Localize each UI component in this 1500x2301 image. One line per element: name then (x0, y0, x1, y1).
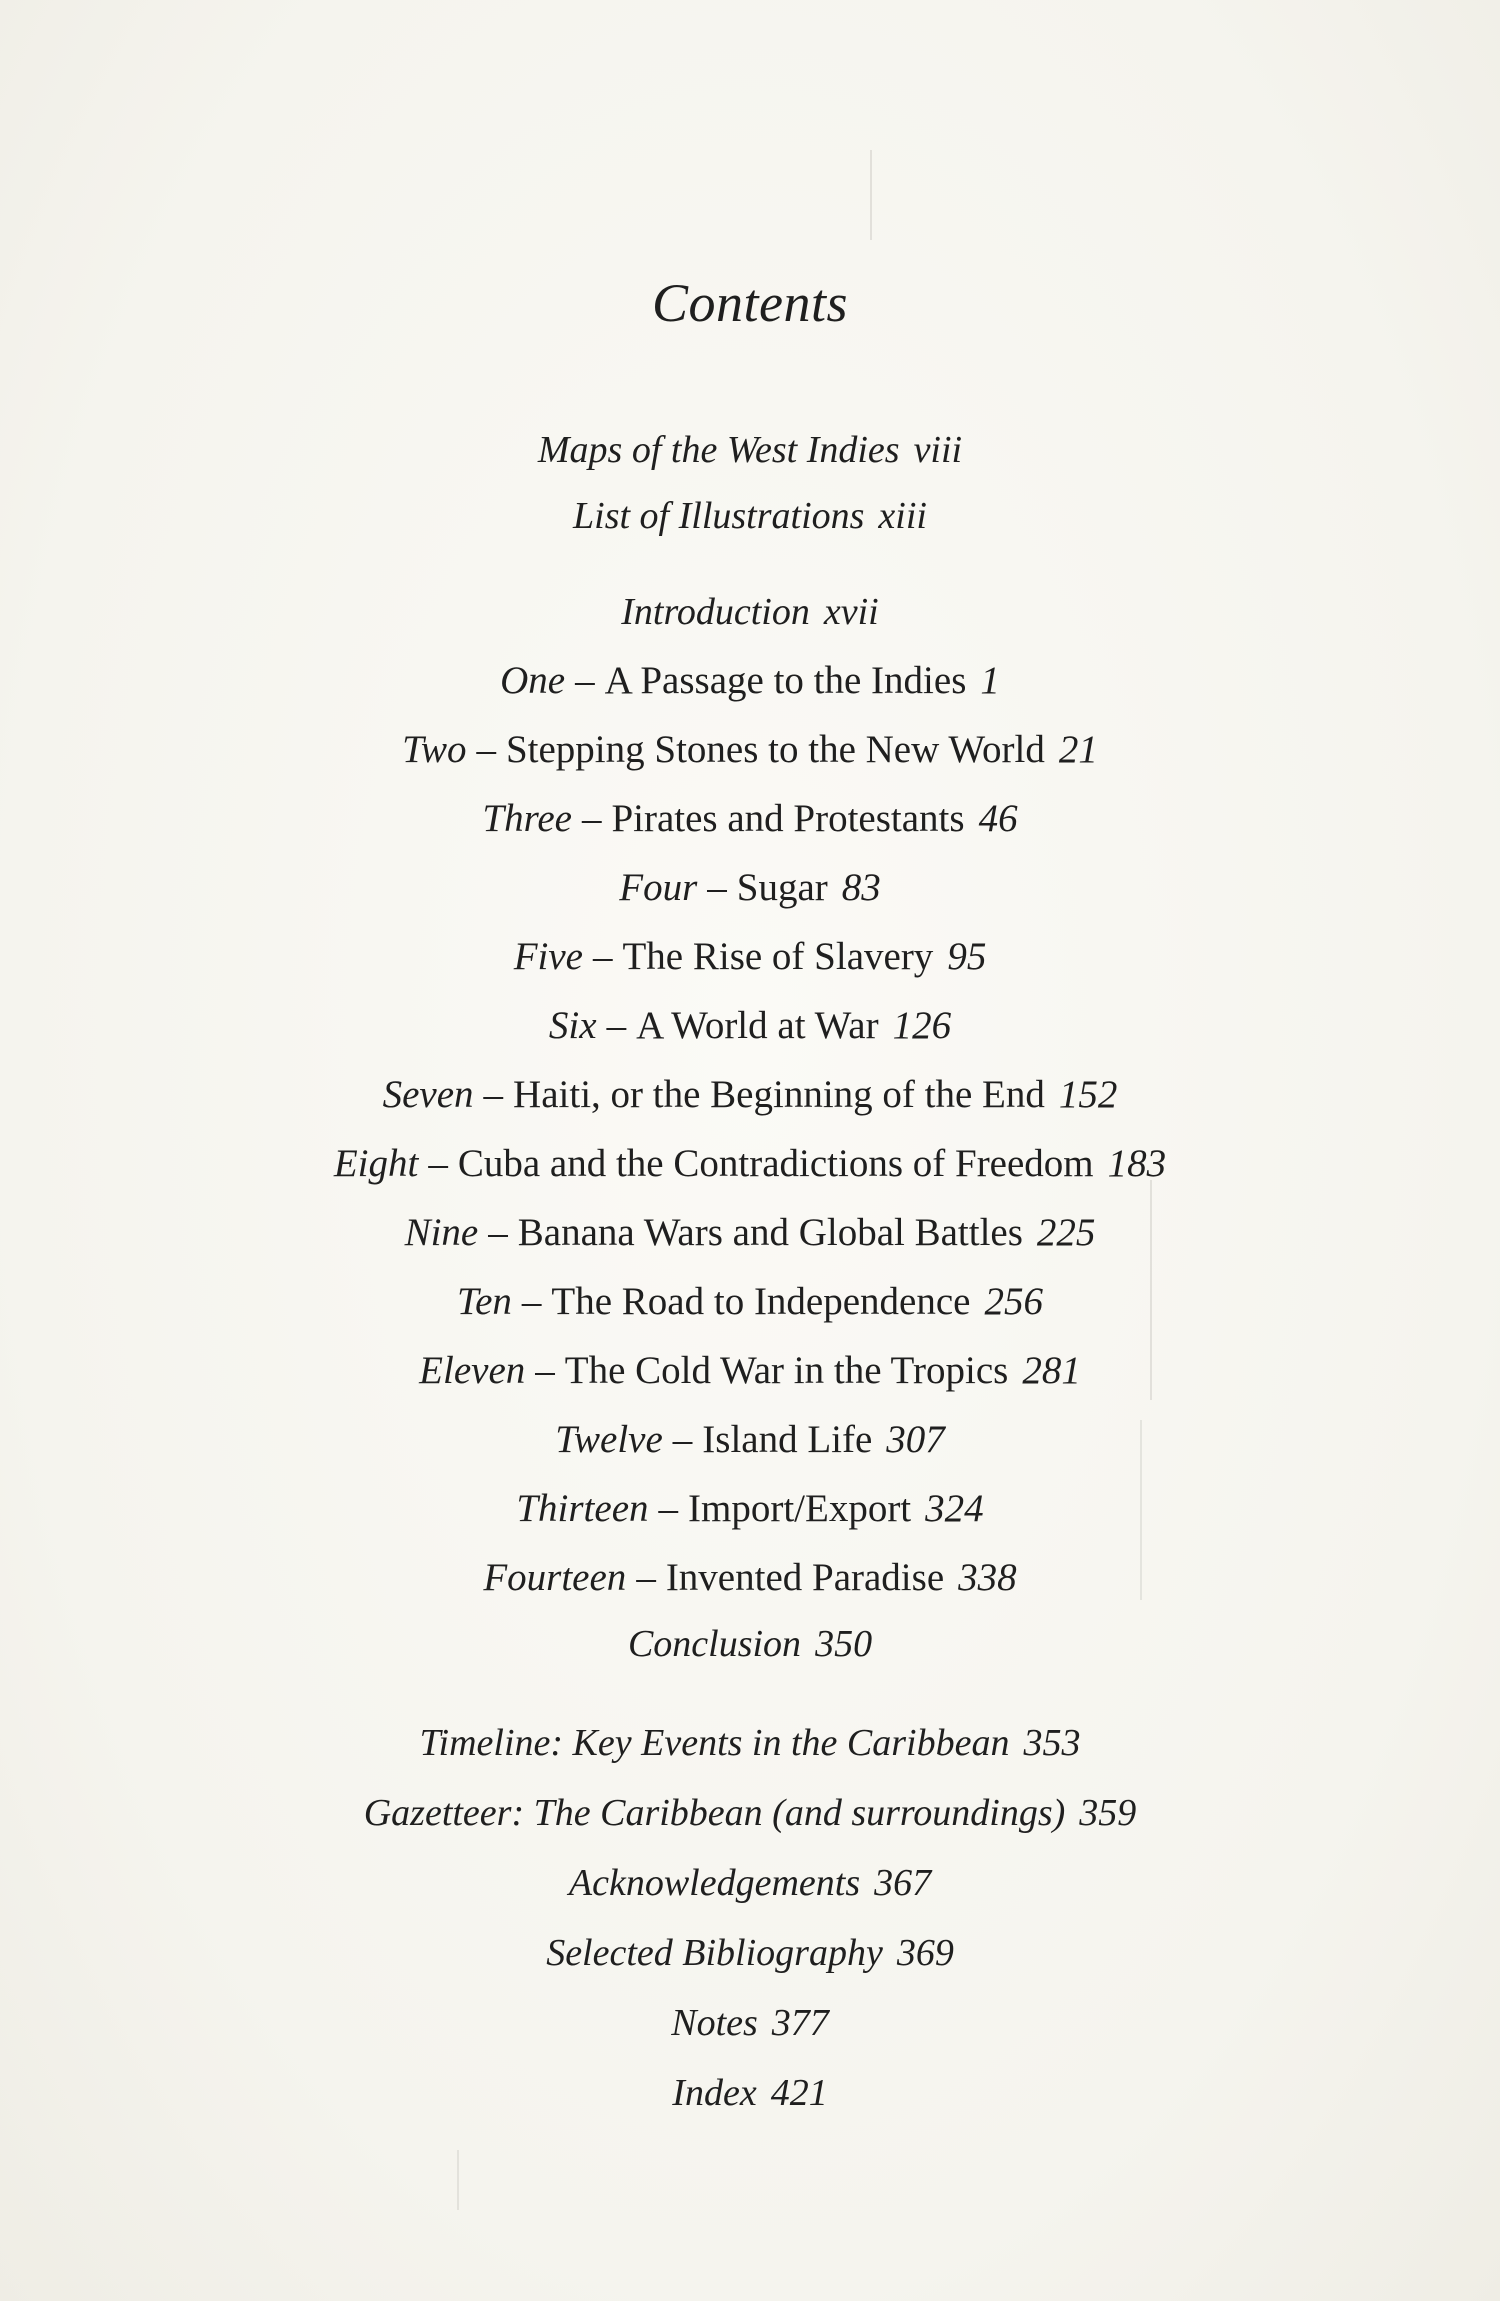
chapter-separator: – (476, 728, 496, 771)
chapter-page: 281 (1022, 1349, 1081, 1392)
chapter-separator: – (592, 935, 613, 978)
chapter-page: 95 (947, 935, 987, 978)
entry-label: List of Illustrations (573, 495, 865, 537)
chapter-title: The Cold War in the Tropics (564, 1349, 1009, 1392)
chapter-title: The Road to Independence (551, 1280, 971, 1323)
scan-mark (457, 2150, 459, 2210)
chapter-page: 338 (958, 1556, 1017, 1599)
chapter-page: 256 (984, 1280, 1043, 1323)
chapter-title: A World at War (636, 1004, 879, 1047)
chapter-separator: – (658, 1487, 679, 1530)
chapter-title: Island Life (702, 1418, 873, 1461)
chapter-ordinal: Thirteen (516, 1487, 649, 1530)
chapter-page: 307 (886, 1418, 945, 1461)
entry-label: Timeline: Key Events in the Caribbean (419, 1722, 1010, 1764)
toc-chapter-seven (0, 1072, 1500, 1117)
entry-label: Index (672, 2072, 757, 2114)
chapter-separator: – (488, 1211, 508, 1254)
chapter-ordinal: One (500, 659, 566, 702)
chapter-page: 1 (980, 659, 1000, 702)
entry-page: 367 (874, 1862, 932, 1904)
chapter-ordinal: Three (482, 797, 572, 840)
entry-label: Gazetteer: The Caribbean (and surroundings) (363, 1792, 1066, 1834)
chapter-separator: – (483, 1073, 504, 1116)
chapter-title: Stepping Stones to the New World (505, 728, 1045, 771)
chapter-title: Sugar (736, 866, 828, 909)
toc-entry-bibliography (0, 1931, 1500, 1975)
chapter-ordinal: Nine (404, 1211, 479, 1254)
chapter-ordinal: Two (402, 728, 467, 771)
chapter-ordinal: Four (619, 866, 698, 909)
toc-chapter-eight (0, 1141, 1500, 1186)
chapter-ordinal: Eight (333, 1142, 419, 1185)
entry-label: Maps of the West Indies (537, 429, 900, 471)
chapter-page: 225 (1036, 1211, 1096, 1254)
chapter-separator: – (636, 1556, 656, 1599)
entry-label: Conclusion (627, 1623, 802, 1665)
chapter-title: Pirates and Protestants (611, 797, 965, 840)
toc-chapter-thirteen (0, 1486, 1500, 1531)
entry-page: 369 (896, 1932, 954, 1974)
toc-chapter-six (0, 1003, 1500, 1048)
chapter-page: 183 (1107, 1142, 1167, 1185)
chapter-title: Invented Paradise (665, 1556, 945, 1599)
toc-chapter-fourteen (0, 1555, 1500, 1600)
chapter-separator: – (575, 659, 595, 702)
entry-label: Selected Bibliography (546, 1932, 883, 1974)
toc-entry-introduction (0, 590, 1500, 634)
entry-page: 377 (771, 2002, 829, 2044)
toc-chapter-one (0, 658, 1500, 703)
toc-entry-illustrations (0, 494, 1500, 538)
chapter-title: Haiti, or the Beginning of the End (513, 1073, 1045, 1116)
chapter-page: 46 (978, 797, 1018, 840)
chapter-separator: – (707, 866, 727, 909)
entry-label: Acknowledgements (568, 1862, 861, 1904)
toc-chapter-eleven (0, 1348, 1500, 1393)
entry-page: xiii (878, 495, 927, 537)
toc-entry-timeline (0, 1721, 1500, 1765)
toc-chapter-ten (0, 1279, 1500, 1324)
chapter-ordinal: Fourteen (483, 1556, 627, 1599)
entry-page: 421 (770, 2072, 828, 2114)
entry-label: Introduction (621, 591, 810, 633)
entry-page: 350 (815, 1623, 873, 1665)
chapter-ordinal: Seven (382, 1073, 474, 1116)
chapter-separator: – (606, 1004, 627, 1047)
toc-chapter-nine (0, 1210, 1500, 1255)
toc-entry-notes (0, 2001, 1500, 2045)
chapter-page: 126 (892, 1004, 952, 1047)
chapter-title: The Rise of Slavery (622, 935, 934, 978)
entry-label: Notes (671, 2002, 758, 2044)
chapter-title: Cuba and the Contradictions of Freedom (457, 1142, 1094, 1185)
entry-page: xvii (823, 591, 879, 633)
chapter-separator: – (581, 797, 602, 840)
chapter-separator: – (672, 1418, 693, 1461)
toc-entry-gazetteer (0, 1791, 1500, 1835)
chapter-ordinal: Six (548, 1004, 597, 1047)
chapter-title: A Passage to the Indies (604, 659, 967, 702)
entry-page: 353 (1023, 1722, 1081, 1764)
page-title: Contents (651, 273, 848, 333)
toc-chapter-five (0, 934, 1500, 979)
toc-chapter-three (0, 796, 1500, 841)
chapter-ordinal: Five (513, 935, 583, 978)
chapter-title: Import/Export (688, 1487, 912, 1530)
chapter-separator: – (521, 1280, 542, 1323)
toc-entry-conclusion (0, 1622, 1500, 1666)
chapter-ordinal: Eleven (419, 1349, 526, 1392)
toc-chapter-two (0, 727, 1500, 772)
entry-page: viii (913, 429, 963, 471)
chapter-page: 21 (1058, 728, 1098, 771)
toc-entry-maps (0, 428, 1500, 472)
chapter-page: 324 (925, 1487, 984, 1530)
chapter-page: 83 (841, 866, 881, 909)
chapter-separator: – (428, 1142, 448, 1185)
chapter-title: Banana Wars and Global Battles (517, 1211, 1023, 1254)
toc-entry-index (0, 2071, 1500, 2115)
chapter-ordinal: Ten (456, 1280, 512, 1323)
chapter-ordinal: Twelve (555, 1418, 663, 1461)
toc-entry-acknowledgements (0, 1861, 1500, 1905)
entry-page: 359 (1079, 1792, 1137, 1834)
chapter-separator: – (535, 1349, 555, 1392)
toc-chapter-twelve (0, 1417, 1500, 1462)
scan-mark (870, 150, 872, 240)
toc-chapter-four (0, 865, 1500, 910)
chapter-page: 152 (1058, 1073, 1118, 1116)
